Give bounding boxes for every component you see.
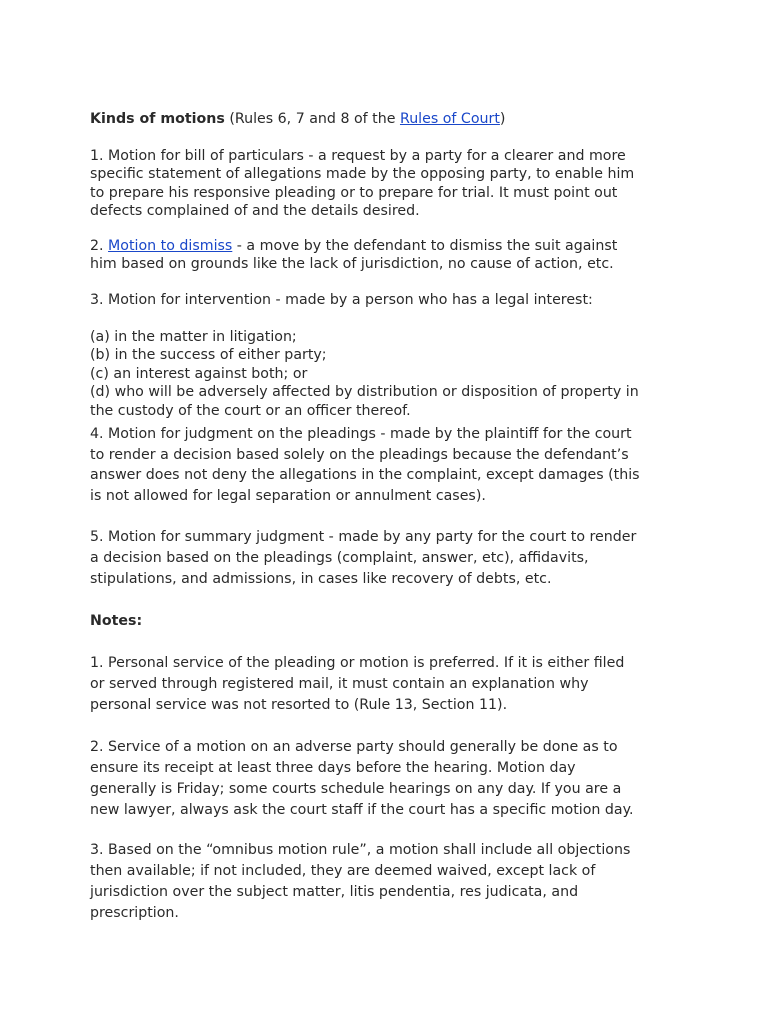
motion-to-dismiss-link[interactable]: Motion to dismiss xyxy=(108,238,233,254)
motion-to-dismiss xyxy=(90,237,690,274)
paragraph-line: to render a decision based solely on the pleadings because the defendant’s xyxy=(90,446,629,463)
paragraph-line: or served through registered mail, it must contain an explanation why xyxy=(90,676,589,692)
motion-2-rest: - a move by the defendant to dismiss the suit against xyxy=(232,238,618,254)
paragraph-line: 3. Based on the “omnibus motion rule”, a motion shall include all objections xyxy=(90,842,631,858)
section-heading-post-link: ) xyxy=(499,111,506,127)
motion-2-prefix: 2. xyxy=(90,238,109,254)
list-item: (c) an interest against both; or xyxy=(90,365,308,382)
paragraph-line: a decision based on the pleadings (complaint, answer, etc), affidavits, xyxy=(90,550,589,566)
paragraph-line: answer does not deny the allegations in the complaint, except damages (this xyxy=(90,467,640,483)
section-heading-pre-link: (Rules 6, 7 and 8 of the xyxy=(224,111,400,127)
note-service-of-motion xyxy=(90,737,690,821)
paragraph-line: stipulations, and admissions, in cases like recovery of debts, etc. xyxy=(90,571,552,587)
list-item: (a) in the matter in litigation; xyxy=(90,329,297,345)
paragraph-line: generally is Friday; some courts schedule hearings on any day. If you are a xyxy=(90,781,622,797)
paragraph-line: defects complained of and the details desired. xyxy=(90,203,420,220)
paragraph-line: 1. Motion for bill of particulars - a request by a party for a clearer and more xyxy=(90,148,626,164)
section-heading-title: Kinds of motions xyxy=(90,111,225,127)
paragraph-line: 5. Motion for summary judgment - made by any party for the court to render xyxy=(90,529,637,545)
section-heading xyxy=(90,110,690,128)
paragraph-line xyxy=(90,237,690,255)
motion-summary-judgment xyxy=(90,527,690,590)
paragraph-line: new lawyer, always ask the court staff if the court has a specific motion day. xyxy=(90,802,634,818)
paragraph-line: to prepare his responsive pleading or to prepare for trial. It must point out xyxy=(90,184,618,201)
paragraph-line: jurisdiction over the subject matter, litis pendentia, res judicata, and xyxy=(90,884,579,900)
paragraph-line: him based on grounds like the lack of jurisdiction, no cause of action, etc. xyxy=(90,256,614,273)
paragraph-line: specific statement of allegations made by the opposing party, to enable him xyxy=(90,166,635,183)
intervention-list xyxy=(90,328,690,420)
paragraph-line: then available; if not included, they are deemed waived, except lack of xyxy=(90,863,596,879)
paragraph-line: 3. Motion for intervention - made by a person who has a legal interest: xyxy=(90,292,593,308)
motion-bill-of-particulars xyxy=(90,147,690,221)
paragraph-line: is not allowed for legal separation or annulment cases). xyxy=(90,487,486,504)
list-item: the custody of the court or an officer thereof. xyxy=(90,402,411,419)
paragraph-line: 4. Motion for judgment on the pleadings - made by the plaintiff for the court xyxy=(90,426,632,442)
paragraph-line: personal service was not resorted to (Rule 13, Section 11). xyxy=(90,697,508,713)
paragraph-line: 1. Personal service of the pleading or motion is preferred. If it is either filed xyxy=(90,655,625,671)
paragraph-line: ensure its receipt at least three days before the hearing. Motion day xyxy=(90,760,576,776)
note-omnibus-motion-rule xyxy=(90,840,690,924)
paragraph-line: prescription. xyxy=(90,905,179,921)
paragraph-line: 2. Service of a motion on an adverse party should generally be done as to xyxy=(90,739,618,755)
notes-heading: Notes: xyxy=(90,613,143,629)
note-personal-service xyxy=(90,653,690,716)
list-item: (b) in the success of either party; xyxy=(90,347,327,364)
motion-for-intervention xyxy=(90,291,690,309)
rules-of-court-link[interactable]: Rules of Court xyxy=(399,111,500,127)
list-item: (d) who will be adversely affected by distribution or disposition of property in xyxy=(90,384,639,401)
motion-judgment-on-pleadings xyxy=(90,424,690,506)
